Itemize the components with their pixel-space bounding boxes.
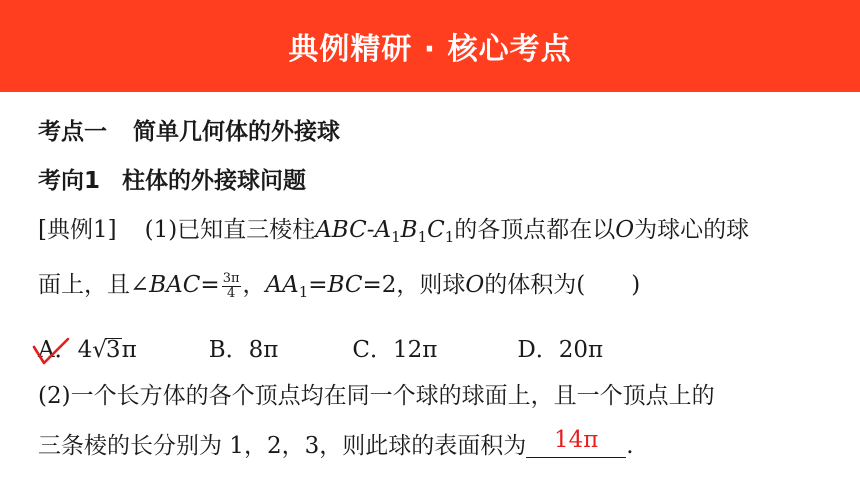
q2-line-2 [38,427,634,459]
banner-title: 典例精研 · 核心考点 [288,32,572,67]
q1-aa: AA [265,272,299,299]
option-a-radicand: 3 [105,337,121,363]
frac-denominator: 4 [226,285,236,301]
q1-eq: = [200,272,220,299]
kaoxiang-label: 考向1 [38,168,101,194]
q1-comma: ， [242,272,266,299]
q1-eq3: =2，则球 [362,272,466,299]
example-tag: [典例1] [38,217,117,243]
q1-b: B [400,217,418,243]
q1-bc: BC [327,272,363,299]
sqrt-symbol: √3 [92,337,121,363]
q1-o: O [615,217,635,243]
q2-line2-text: 三条棱的长分别为 1，2，3，则此球的表面积为 [38,433,527,459]
kaodian-title: 简单几何体的外接球 [133,119,340,145]
q1-prism: ABC-A [315,217,392,243]
q1-tail: 为球心的球 [634,217,750,243]
q1-bac: BAC [149,272,201,299]
q1-o2: O [465,272,485,299]
answer-value: 14π [554,427,599,453]
option-b[interactable]: B．8π [208,337,279,363]
q1-sub3: 1 [444,228,455,246]
q1-aa-sub: 1 [298,283,309,302]
option-a-coef: 4 [77,337,93,363]
example-line-2 [38,272,640,300]
answer-blank [526,427,626,458]
kaodian-heading [38,121,340,144]
option-a-pi: π [121,337,137,363]
q1-eq2: = [308,272,328,299]
fraction-3pi-over-4 [222,272,241,300]
kaoxiang-heading [38,170,306,193]
q1-sub1: 1 [391,228,401,246]
q2-period: . [626,433,634,459]
example-line-1 [38,219,749,245]
checkmark-icon [32,333,72,373]
frac-numerator: 3π [222,271,240,286]
q1-lead: (1)已知直三棱柱 [144,217,316,243]
q1-line2-a: 面上，且∠ [38,272,150,299]
kaoxiang-title: 柱体的外接球问题 [122,168,307,194]
header-banner [0,0,860,92]
options-row [38,338,603,362]
q1-sub2: 1 [417,228,428,246]
option-a-label: A． [38,337,78,363]
option-d[interactable]: D．20π [517,337,604,363]
kaodian-label: 考点一 [38,119,107,145]
q1-end: 的体积为( ) [484,272,641,299]
q1-c: C [427,217,445,243]
option-c[interactable]: C．12π [352,337,438,363]
q1-rest: 的各顶点都在以 [454,217,616,243]
q2-line-1: (2)一个长方体的各个顶点均在同一个球的球面上，且一个顶点上的 [38,383,715,409]
